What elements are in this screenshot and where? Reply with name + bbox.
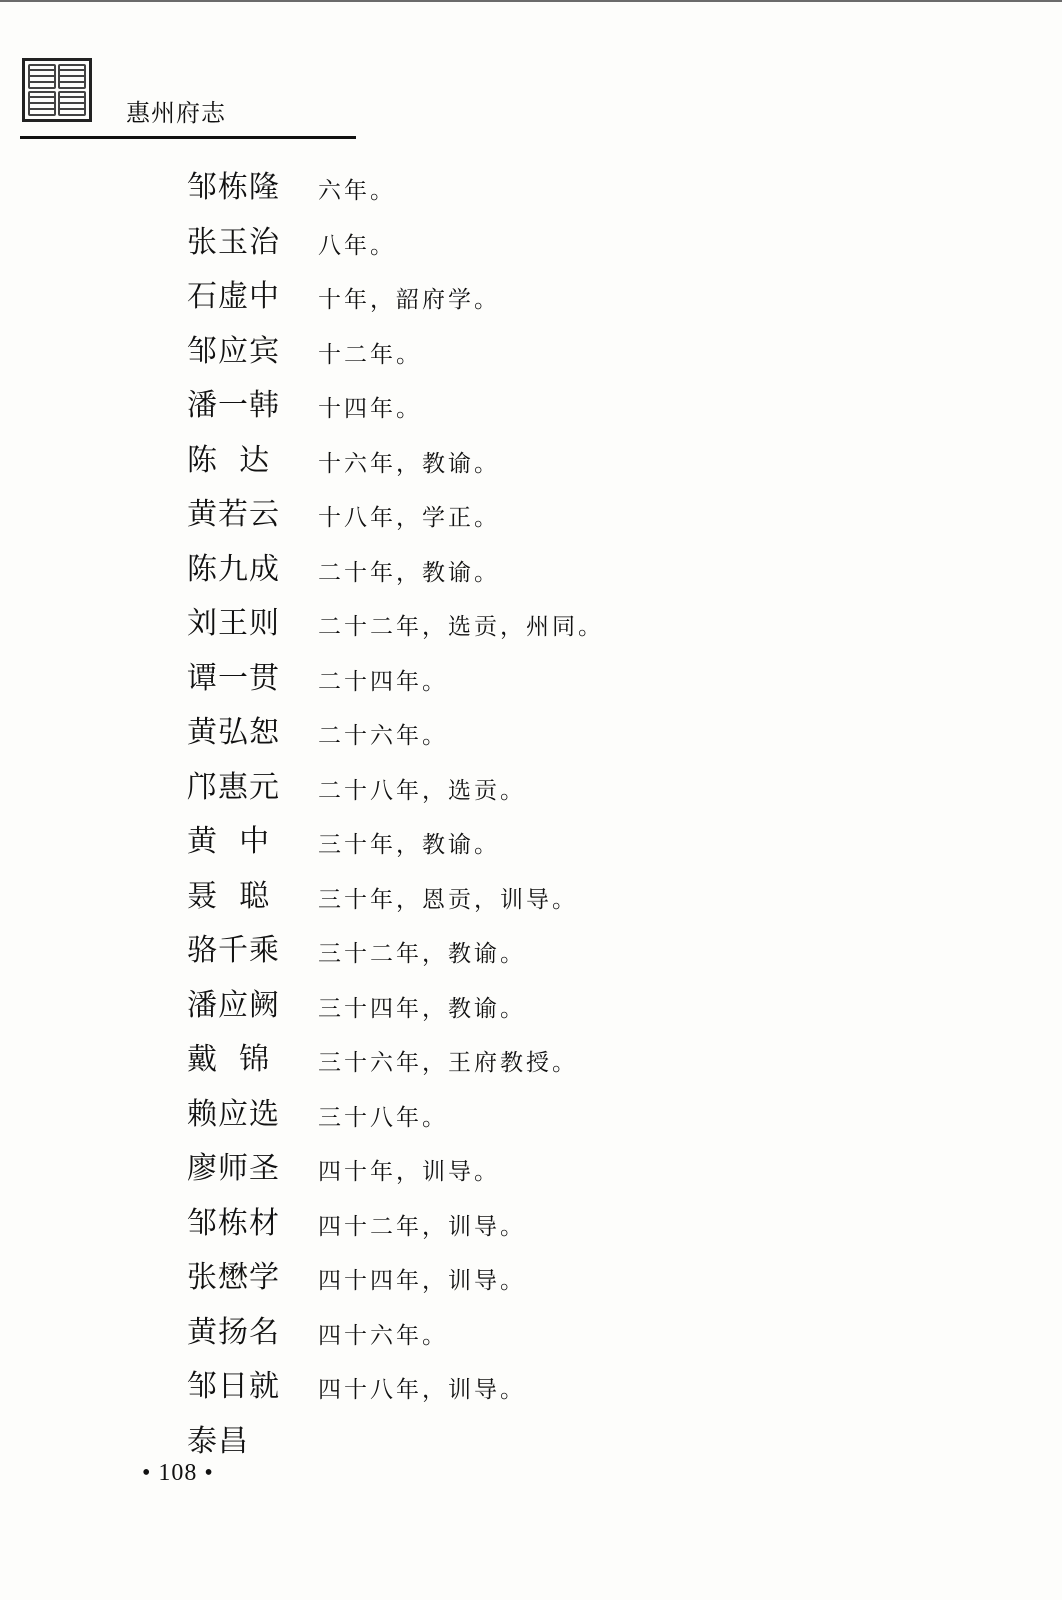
entry-note: 三十四年，教谕。 <box>318 995 526 1022</box>
entry-name: 石虚中 <box>187 279 280 314</box>
entry-note: 十四年。 <box>318 396 422 422</box>
entry-name: 黄 中 <box>187 824 271 859</box>
list-item <box>187 659 887 714</box>
entry-name: 廖师圣 <box>187 1151 280 1186</box>
entry-name: 黄扬名 <box>187 1314 280 1350</box>
list-item <box>187 1313 887 1368</box>
list-item <box>187 931 887 986</box>
entry-name: 赖应选 <box>187 1096 280 1132</box>
seal-glyph <box>58 91 86 116</box>
list-item <box>187 550 887 605</box>
entry-name: 邹日就 <box>187 1369 280 1404</box>
entry-note: 四十八年，训导。 <box>318 1377 526 1403</box>
entry-name: 张玉治 <box>187 224 280 260</box>
list-item <box>187 1258 887 1313</box>
entry-name: 邹栋隆 <box>187 170 280 205</box>
entry-note: 三十六年，王府教授。 <box>318 1050 578 1076</box>
list-item <box>187 495 887 550</box>
list-item <box>187 768 887 823</box>
entry-note: 三十年，教谕。 <box>318 832 500 858</box>
list-item <box>187 332 887 387</box>
list-item <box>187 1367 887 1422</box>
header-rule <box>20 136 356 139</box>
entry-note: 二十年，教谕。 <box>318 559 500 586</box>
list-item <box>187 168 887 223</box>
list-item <box>187 441 887 496</box>
entry-name: 邹栋材 <box>187 1205 280 1241</box>
page-number: • 108 • <box>142 1460 214 1486</box>
list-item <box>187 1095 887 1150</box>
list-item <box>187 277 887 332</box>
entry-name: 潘应阙 <box>187 987 280 1023</box>
entry-note: 十六年，教谕。 <box>318 450 500 477</box>
entry-name: 黄弘恕 <box>187 715 280 750</box>
entry-name: 潘一韩 <box>187 388 280 423</box>
list-item <box>187 1149 887 1204</box>
entry-name: 陈九成 <box>187 551 280 587</box>
entry-note: 二十四年。 <box>318 668 448 695</box>
entry-note: 二十八年，选贡。 <box>318 777 526 804</box>
list-item <box>187 1422 887 1477</box>
entry-note: 六年。 <box>318 178 396 204</box>
entry-note: 十八年，学正。 <box>318 505 500 531</box>
entry-note: 三十八年。 <box>318 1104 448 1131</box>
entry-name: 张懋学 <box>187 1260 280 1295</box>
entry-name: 聂 聪 <box>187 878 271 914</box>
entry-list <box>187 168 887 1476</box>
entry-note: 三十年，恩贡，训导。 <box>318 886 578 913</box>
entry-note: 三十二年，教谕。 <box>318 941 526 967</box>
running-header-title: 惠州府志 <box>126 99 226 127</box>
seal-glyph <box>28 91 56 116</box>
list-item <box>187 822 887 877</box>
entry-name: 谭一贯 <box>187 660 280 696</box>
entry-note: 四十年，训导。 <box>318 1159 500 1185</box>
entry-note: 二十二年，选贡，州同。 <box>318 614 604 640</box>
entry-name: 骆千乘 <box>187 933 280 968</box>
entry-name: 刘王则 <box>187 606 280 641</box>
entry-name: 陈 达 <box>187 442 271 478</box>
seal-glyph <box>28 64 56 89</box>
entry-note: 八年。 <box>318 232 396 259</box>
list-item <box>187 604 887 659</box>
entry-name: 泰昌 <box>187 1423 249 1459</box>
entry-name: 戴 锦 <box>187 1042 271 1077</box>
entry-note: 四十六年。 <box>318 1322 448 1349</box>
list-item <box>187 877 887 932</box>
entry-note: 四十四年，训导。 <box>318 1268 526 1294</box>
list-item <box>187 713 887 768</box>
entry-name: 邝惠元 <box>187 769 280 805</box>
list-item <box>187 1204 887 1259</box>
entry-name: 黄若云 <box>187 497 280 532</box>
entry-note: 二十六年。 <box>318 723 448 749</box>
page-top-edge <box>0 0 1062 2</box>
list-item <box>187 223 887 278</box>
seal-glyph <box>58 64 86 89</box>
entry-note: 十二年。 <box>318 341 422 368</box>
list-item <box>187 386 887 441</box>
seal-logo <box>22 58 92 122</box>
list-item <box>187 1040 887 1095</box>
entry-note: 四十二年，训导。 <box>318 1213 526 1240</box>
list-item <box>187 986 887 1041</box>
entry-note: 十年，韶府学。 <box>318 287 500 313</box>
entry-name: 邹应宾 <box>187 333 280 369</box>
